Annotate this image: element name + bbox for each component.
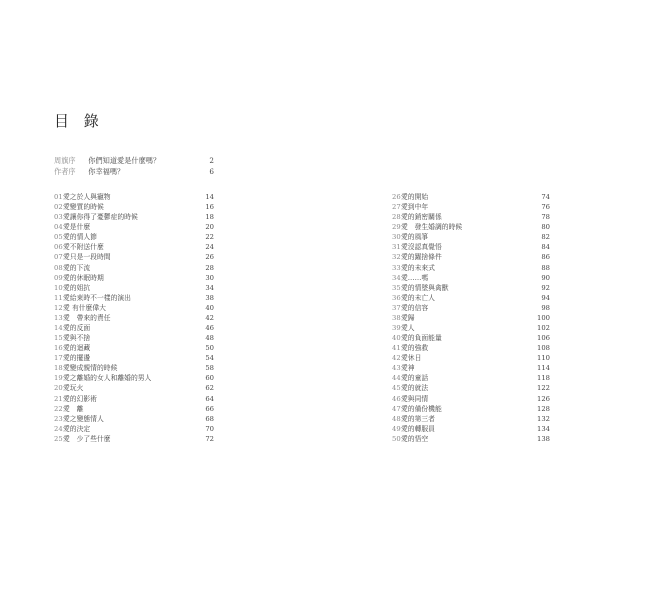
chapter-number: 11 (54, 293, 63, 302)
toc-entry (392, 424, 550, 434)
chapter-title: 愛的反面 (63, 324, 91, 333)
chapter-page: 88 (541, 263, 550, 272)
toc-entry (54, 343, 214, 353)
chapter-number: 29 (392, 223, 401, 232)
chapter-title: 愛的擺盪 (63, 354, 91, 363)
chapter-number: 42 (392, 354, 401, 363)
chapter-title: 愛的備份機能 (401, 404, 442, 413)
chapter-page: 76 (541, 203, 550, 212)
toc-entry (54, 202, 214, 212)
chapter-page: 84 (541, 243, 550, 252)
chapter-title: 愛 帶來的責任 (63, 313, 111, 322)
chapter-title: 愛的強救 (401, 344, 429, 353)
chapter-page: 48 (205, 334, 214, 343)
chapter-page: 70 (205, 424, 214, 433)
toc-entry (54, 363, 214, 373)
chapter-page: 60 (205, 374, 214, 383)
chapter-title: 愛的休眠時期 (63, 273, 104, 282)
chapter-number: 21 (54, 394, 63, 403)
toc-entry (54, 424, 214, 434)
chapter-page: 114 (537, 364, 550, 373)
chapter-page: 92 (541, 283, 550, 292)
chapter-title: 愛之變態情人 (63, 414, 104, 423)
chapter-page: 86 (541, 253, 550, 262)
toc-entry (392, 192, 550, 202)
toc-entry (54, 232, 214, 242)
chapter-page: 66 (205, 404, 214, 413)
chapter-number: 05 (54, 233, 63, 242)
chapter-title: 愛的決定 (63, 424, 91, 433)
chapter-page: 50 (205, 344, 214, 353)
chapter-number: 36 (392, 293, 401, 302)
chapter-number: 47 (392, 404, 401, 413)
toc-column-right (392, 192, 550, 444)
chapter-number: 28 (392, 213, 401, 222)
chapter-page: 16 (205, 203, 214, 212)
chapter-page: 108 (537, 344, 550, 353)
chapter-title: 愛的情人節 (63, 233, 97, 242)
toc-entry (392, 283, 550, 293)
chapter-page: 98 (541, 303, 550, 312)
toc-column-left (54, 192, 214, 444)
chapter-number: 07 (54, 253, 63, 262)
chapter-number: 15 (54, 334, 63, 343)
chapter-number: 34 (392, 273, 401, 282)
chapter-title: 愛讓你得了憂鬱症的時候 (63, 213, 138, 222)
chapter-page: 26 (205, 253, 214, 262)
chapter-number: 16 (54, 344, 63, 353)
chapter-title: 愛是什麼 (63, 223, 91, 232)
toc-entry (54, 434, 214, 444)
chapter-number: 25 (54, 434, 63, 443)
preface-label: 作者序 (54, 167, 76, 176)
chapter-number: 14 (54, 324, 63, 333)
chapter-page: 138 (537, 434, 550, 443)
toc-entry (54, 283, 214, 293)
toc-entry (392, 373, 550, 383)
chapter-page: 82 (541, 233, 550, 242)
chapter-page: 80 (541, 223, 550, 232)
toc-entry (392, 323, 550, 333)
chapter-title: 愛的未來式 (401, 263, 435, 272)
chapter-number: 03 (54, 213, 63, 222)
page-title: 目 錄 (54, 112, 104, 130)
chapter-number: 19 (54, 374, 63, 383)
chapter-number: 12 (54, 303, 63, 312)
chapter-page: 122 (537, 384, 550, 393)
chapter-title: 愛只是一段時間 (63, 253, 111, 262)
chapter-page: 118 (537, 374, 550, 383)
chapter-title: 愛的躍捨條件 (401, 253, 442, 262)
toc-entry (392, 394, 550, 404)
chapter-title: 愛的轉服員 (401, 424, 435, 433)
chapter-number: 32 (392, 253, 401, 262)
chapter-number: 35 (392, 283, 401, 292)
toc-entry (392, 252, 550, 262)
chapter-number: 27 (392, 203, 401, 212)
chapter-number: 44 (392, 374, 401, 383)
chapter-page: 38 (205, 293, 214, 302)
toc-entry (54, 242, 214, 252)
chapter-number: 39 (392, 324, 401, 333)
toc-entry (54, 212, 214, 222)
toc-entry (392, 363, 550, 373)
toc-entry (392, 434, 550, 444)
toc-entry (54, 404, 214, 414)
toc-entry (54, 263, 214, 273)
chapter-page: 30 (205, 273, 214, 282)
chapter-page: 62 (205, 384, 214, 393)
chapter-page: 78 (541, 213, 550, 222)
toc-entry (392, 313, 550, 323)
toc-entry (54, 333, 214, 343)
chapter-number: 46 (392, 394, 401, 403)
toc-entry (392, 212, 550, 222)
chapter-number: 23 (54, 414, 63, 423)
chapter-number: 24 (54, 424, 63, 433)
chapter-page: 24 (205, 243, 214, 252)
chapter-title: 愛休日 (401, 354, 422, 363)
chapter-title: 愛沒認真覺悟 (401, 243, 442, 252)
preface-label: 周旗序 (54, 156, 76, 165)
chapter-title: 愛給束時不一樣的演出 (63, 293, 131, 302)
chapter-title: 愛的銷密關係 (401, 213, 442, 222)
chapter-title: 愛 有什麼偉大 (63, 303, 106, 312)
chapter-title: 愛歸 (401, 313, 415, 322)
chapter-number: 49 (392, 424, 401, 433)
chapter-page: 34 (205, 283, 214, 292)
chapter-title: 愛神 (401, 364, 415, 373)
toc-entry (54, 394, 214, 404)
preface-page: 2 (209, 156, 214, 165)
toc-entry (392, 202, 550, 212)
chapter-number: 45 (392, 384, 401, 393)
chapter-page: 68 (205, 414, 214, 423)
chapter-page: 20 (205, 223, 214, 232)
chapter-title: 愛與同情 (401, 394, 429, 403)
toc-entry (392, 353, 550, 363)
chapter-page: 64 (205, 394, 214, 403)
chapter-number: 10 (54, 283, 63, 292)
chapter-number: 50 (392, 434, 401, 443)
toc-entry (54, 313, 214, 323)
chapter-number: 20 (54, 384, 63, 393)
chapter-page: 126 (537, 394, 550, 403)
chapter-page: 90 (541, 273, 550, 282)
chapter-title: 愛變質的時候 (63, 203, 104, 212)
chapter-title: 愛的負面能量 (401, 334, 442, 343)
chapter-title: 愛的第三者 (401, 414, 435, 423)
chapter-page: 94 (541, 293, 550, 302)
toc-entry (54, 192, 214, 202)
chapter-page: 18 (205, 213, 214, 222)
toc-entry (54, 383, 214, 393)
toc-entry (392, 303, 550, 313)
chapter-title: 愛的開始 (401, 193, 429, 201)
chapter-number: 02 (54, 203, 63, 212)
toc-entry (392, 404, 550, 414)
preface-entry (54, 166, 214, 177)
chapter-title: 愛到中年 (401, 203, 429, 212)
chapter-title: 愛的下流 (63, 263, 91, 272)
chapter-title: 愛不附送什麼 (63, 243, 104, 252)
preface-page: 6 (209, 167, 214, 176)
preface-title: 你們知道愛是什麼嗎？ (88, 156, 161, 165)
chapter-title: 愛……嗎 (401, 273, 429, 282)
toc-entry (392, 343, 550, 353)
chapter-number: 30 (392, 233, 401, 242)
toc-entry (54, 252, 214, 262)
toc-entry (392, 263, 550, 273)
preface-list (54, 155, 214, 177)
toc-entry (392, 383, 550, 393)
toc-entry (54, 353, 214, 363)
chapter-number: 40 (392, 334, 401, 343)
chapter-number: 01 (54, 193, 63, 201)
chapter-title: 愛玩火 (63, 384, 84, 393)
chapter-page: 72 (205, 434, 214, 443)
chapter-number: 33 (392, 263, 401, 272)
chapter-number: 17 (54, 354, 63, 363)
toc-entry (392, 242, 550, 252)
chapter-title: 愛人 (401, 324, 415, 333)
chapter-page: 128 (537, 404, 550, 413)
chapter-number: 18 (54, 364, 63, 373)
preface-entry (54, 155, 214, 166)
chapter-page: 106 (537, 334, 550, 343)
toc-entry (392, 293, 550, 303)
chapter-page: 132 (537, 414, 550, 423)
chapter-title: 愛 少了些什麼 (63, 434, 111, 443)
toc-entry (54, 303, 214, 313)
chapter-number: 04 (54, 223, 63, 232)
toc-entry (392, 414, 550, 424)
chapter-number: 06 (54, 243, 63, 252)
chapter-number: 41 (392, 344, 401, 353)
chapter-title: 愛的姐抗 (63, 283, 91, 292)
chapter-number: 37 (392, 303, 401, 312)
toc-entry (392, 232, 550, 242)
chapter-page: 110 (537, 354, 550, 363)
chapter-page: 40 (205, 303, 214, 312)
chapter-page: 100 (537, 313, 550, 322)
chapter-number: 48 (392, 414, 401, 423)
chapter-title: 愛的風箏 (401, 233, 429, 242)
toc-entry (392, 273, 550, 283)
chapter-page: 54 (205, 354, 214, 363)
chapter-title: 愛的信容 (401, 303, 429, 312)
toc-entry (54, 323, 214, 333)
chapter-title: 愛 發生婚調的時候 (401, 223, 463, 232)
chapter-page: 46 (205, 324, 214, 333)
toc-entry (392, 222, 550, 232)
chapter-title: 愛的童話 (401, 374, 429, 383)
toc-entry (54, 293, 214, 303)
toc-entry (54, 373, 214, 383)
chapter-number: 08 (54, 263, 63, 272)
chapter-page: 134 (537, 424, 550, 433)
chapter-page: 22 (205, 233, 214, 242)
chapter-title: 愛的迴藏 (63, 344, 91, 353)
chapter-number: 31 (392, 243, 401, 252)
preface-title: 你幸福嗎？ (88, 167, 125, 176)
chapter-title: 愛之於人與寵物 (63, 193, 111, 201)
chapter-number: 09 (54, 273, 63, 282)
chapter-title: 愛 離 (63, 404, 84, 413)
chapter-page: 14 (205, 193, 214, 201)
chapter-number: 13 (54, 313, 63, 322)
chapter-page: 74 (541, 193, 550, 201)
chapter-page: 42 (205, 313, 214, 322)
chapter-title: 愛的幻影術 (63, 394, 97, 403)
toc-entry (54, 414, 214, 424)
chapter-title: 愛的就法 (401, 384, 429, 393)
chapter-title: 愛與不捨 (63, 334, 91, 343)
chapter-number: 43 (392, 364, 401, 373)
chapter-page: 58 (205, 364, 214, 373)
chapter-number: 38 (392, 313, 401, 322)
chapter-title: 愛的悟空 (401, 434, 429, 443)
chapter-number: 22 (54, 404, 63, 413)
chapter-page: 28 (205, 263, 214, 272)
toc-entry (54, 273, 214, 283)
chapter-number: 26 (392, 193, 401, 201)
chapter-title: 愛變成親情的時候 (63, 364, 118, 373)
toc-entry (54, 222, 214, 232)
toc-entry (392, 333, 550, 343)
chapter-title: 愛的情墜與禽獸 (401, 283, 449, 292)
chapter-title: 愛之離婚的女人和離婚的男人 (63, 374, 152, 383)
chapter-title: 愛的未亡人 (401, 293, 435, 302)
chapter-page: 102 (537, 324, 550, 333)
